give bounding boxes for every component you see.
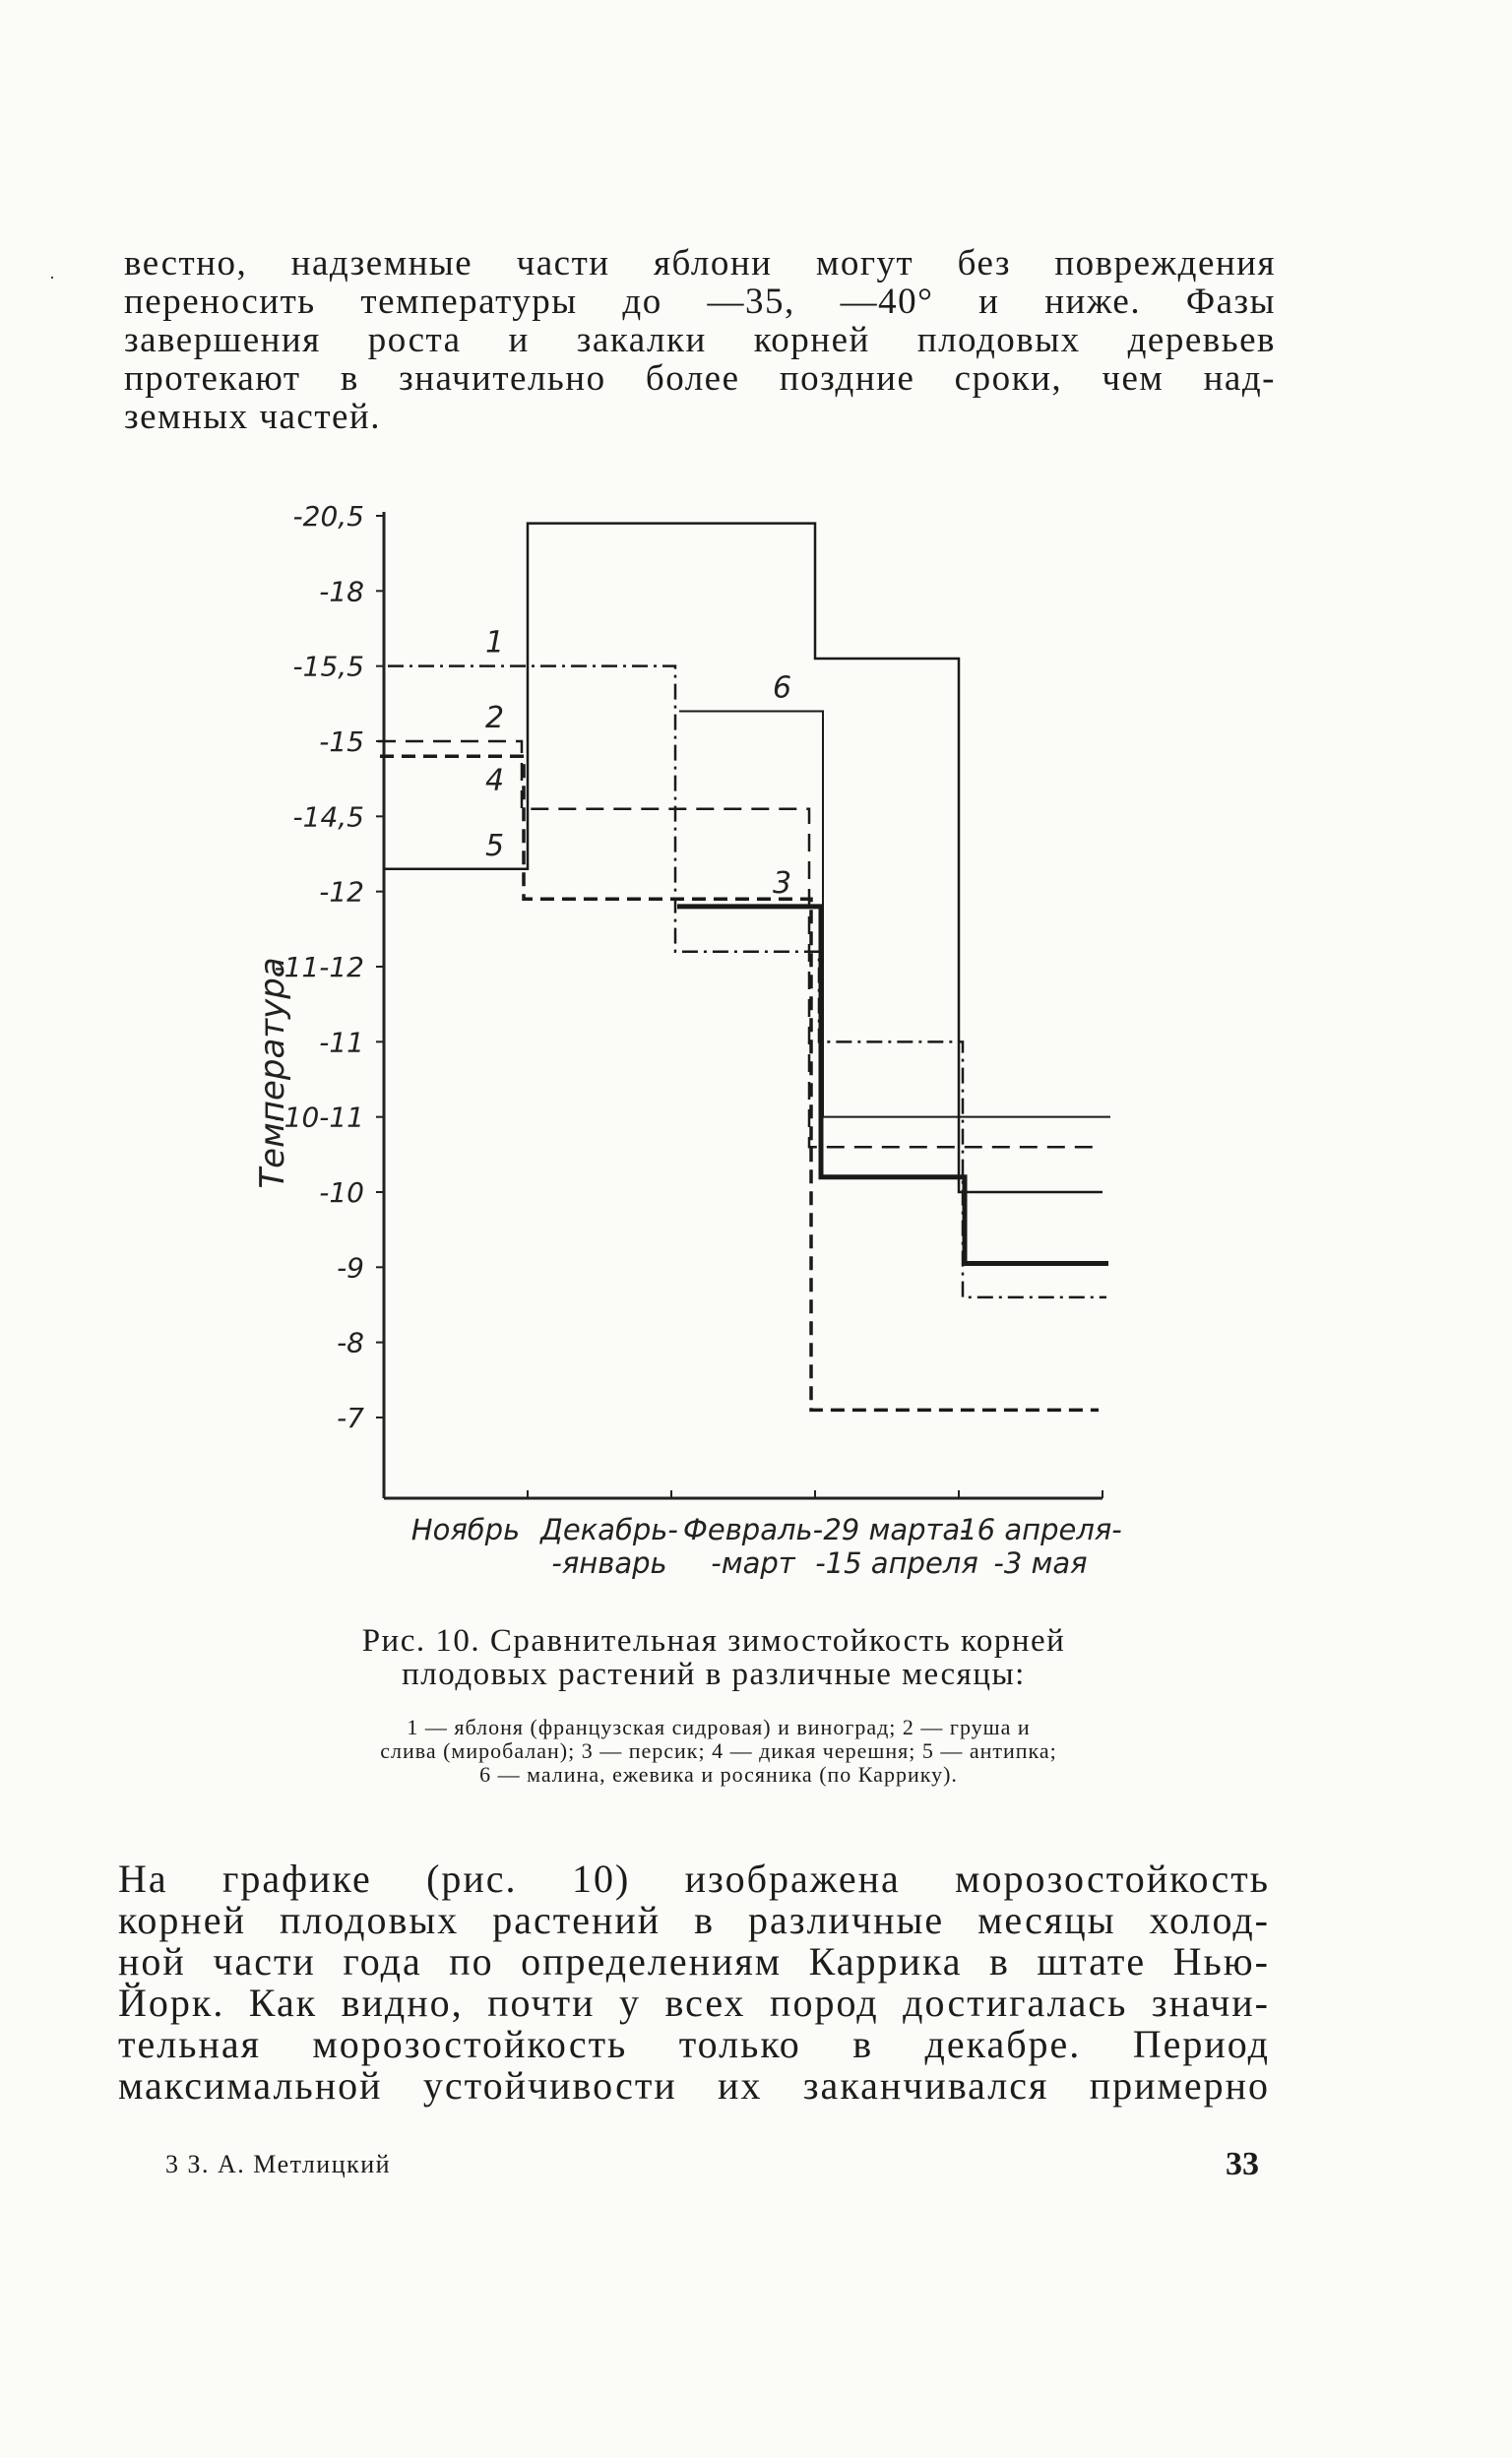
y-tick-label: -9 [337,1251,364,1285]
series-line-1 [388,666,1106,1297]
legend-line: 1 — яблоня (французская сидровая) и виноград; 2 — груша и [407,1715,1031,1739]
y-tick-label: -10 [319,1176,364,1209]
winter-hardiness-chart [217,482,1162,1595]
series-label: 2 [485,701,505,735]
x-category-label: 29 марта- [823,1513,971,1546]
figure-legend [226,1716,1211,1787]
text-line: ной части года по определениям Каррика в штате Нью- [118,1939,1270,1984]
bottom-paragraph [118,1858,1270,2107]
page-number: 33 [1226,2146,1259,2182]
y-ticks [275,500,384,1434]
x-category-label: Декабрь- [540,1513,678,1546]
y-tick-label: -14,5 [292,800,364,834]
y-tick-label: -15 [319,725,364,758]
text-line: тельная морозостойкость только в декабре. Период [118,2022,1270,2066]
y-tick-label: -11-12 [274,951,364,983]
y-tick-label: -11 [319,1026,364,1059]
footer-signature: 3 З. А. Метлицкий [165,2150,392,2178]
x-category-label: -15 апреля [815,1546,978,1580]
series-line-3 [677,907,1108,1264]
figure-caption [285,1624,1142,1691]
top-paragraph [124,244,1276,436]
series-line-2 [378,741,1097,1147]
x-category-label: Ноябрь [410,1513,521,1546]
legend-line: слива (миробалан); 3 — персик; 4 — дикая черешня; 5 — антипка; [380,1738,1057,1763]
x-categories [411,1490,1122,1580]
text-line: корней плодовых растений в различные месяцы холод- [118,1898,1270,1942]
series-label: 4 [485,763,505,798]
y-tick-label: -12 [319,875,364,909]
y-tick-label: -7 [337,1402,364,1434]
x-category-label: -3 мая [993,1546,1088,1580]
y-axis-label: Температура [253,957,292,1189]
series-label: 6 [773,670,792,706]
x-category-label: 16 апреля- [959,1513,1122,1546]
series-label: 3 [773,865,792,901]
text-line: Йорк. Как видно, почти у всех пород достигалась значи- [118,1981,1270,2025]
text-line: завершения роста и закалки корней плодовых деревьев [124,320,1276,360]
caption-line: плодовых растений в различные месяцы: [402,1657,1026,1692]
caption-line: Рис. 10. Сравнительная зимостойкость корней [361,1623,1066,1659]
series-label: 1 [485,625,505,661]
text-line: вестно, надземные части яблони могут без повреждения [124,243,1276,284]
text-line: переносить температуры до —35, —40° и ниже. Фазы [124,282,1276,322]
y-tick-label: -15,5 [292,650,364,683]
series-line-6 [679,711,1110,1116]
y-tick-label: -8 [337,1326,364,1359]
text-line: максимальной устойчивости их заканчивался примерно [118,2063,1270,2108]
text-line: протекают в значительно более поздние сроки, чем над- [124,358,1276,399]
text-line: земных частей. [124,397,381,437]
x-category-label: -март [711,1546,795,1580]
y-tick-label: -18 [319,575,364,608]
series-label: 5 [485,828,505,863]
y-tick-label: -20,5 [292,500,364,533]
x-category-label: Февраль- [682,1513,824,1546]
text-line: На графике (рис. 10) изображена морозостойкость [118,1857,1270,1901]
y-tick-label: -10-11 [274,1101,364,1134]
legend-line: 6 — малина, ежевика и росяника (по Каррику). [479,1762,958,1787]
x-category-label: -январь [551,1546,667,1580]
margin-mark: · [49,268,55,287]
